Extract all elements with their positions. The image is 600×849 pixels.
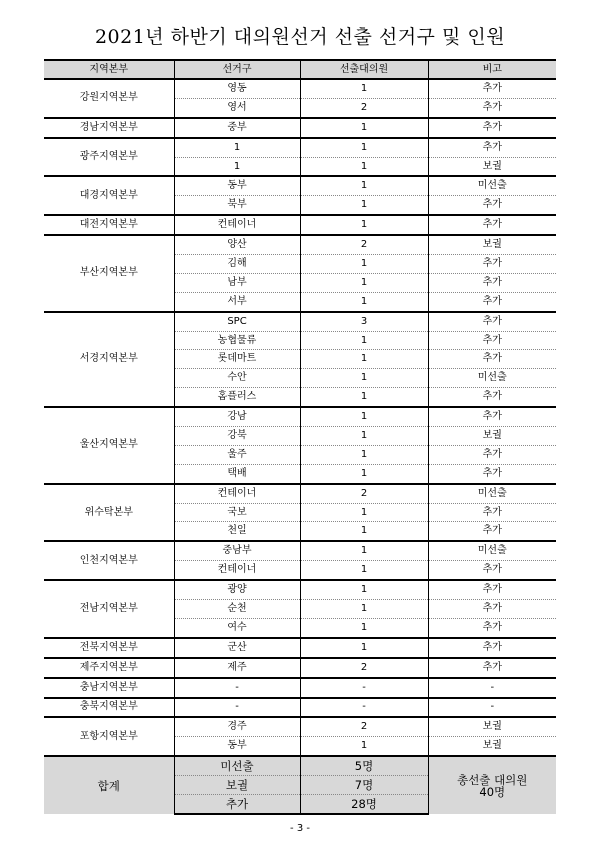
delegates-cell: 1 bbox=[300, 638, 428, 658]
region-cell: 전북지역본부 bbox=[44, 638, 174, 658]
election-table bbox=[44, 59, 556, 815]
district-cell: 영동 bbox=[174, 79, 300, 98]
district-cell: - bbox=[174, 698, 300, 718]
note-cell: 추가 bbox=[428, 273, 556, 292]
table-header-row bbox=[44, 60, 556, 79]
page-number: - 3 - bbox=[290, 823, 310, 834]
table-row bbox=[44, 678, 556, 698]
table-row bbox=[44, 638, 556, 658]
region-cell: 제주지역본부 bbox=[44, 658, 174, 678]
district-cell: 서부 bbox=[174, 292, 300, 311]
delegates-cell: 1 bbox=[300, 196, 428, 215]
district-cell: 1 bbox=[174, 138, 300, 157]
delegates-cell: 2 bbox=[300, 98, 428, 117]
region-cell: 위수탁본부 bbox=[44, 484, 174, 542]
table-row bbox=[44, 215, 556, 235]
delegates-cell: 1 bbox=[300, 561, 428, 580]
header-note: 비고 bbox=[428, 60, 556, 79]
delegates-cell: 1 bbox=[300, 369, 428, 388]
header-district: 선거구 bbox=[174, 60, 300, 79]
note-cell: 추가 bbox=[428, 522, 556, 541]
delegates-cell: 1 bbox=[300, 215, 428, 235]
district-cell: 국보 bbox=[174, 503, 300, 522]
district-cell: 컨테이너 bbox=[174, 561, 300, 580]
note-cell: 보궐 bbox=[428, 717, 556, 736]
region-cell: 충남지역본부 bbox=[44, 678, 174, 698]
delegates-cell: 1 bbox=[300, 427, 428, 446]
total-label: 합계 bbox=[44, 756, 174, 814]
district-cell: 울주 bbox=[174, 445, 300, 464]
table-row bbox=[44, 484, 556, 503]
district-cell: 동부 bbox=[174, 176, 300, 195]
district-cell: 강북 bbox=[174, 427, 300, 446]
delegates-cell: 1 bbox=[300, 350, 428, 369]
delegates-cell: 1 bbox=[300, 445, 428, 464]
region-cell: 강원지역본부 bbox=[44, 79, 174, 118]
note-cell: 추가 bbox=[428, 255, 556, 274]
district-cell: 컨테이너 bbox=[174, 215, 300, 235]
delegates-cell: 1 bbox=[300, 503, 428, 522]
note-cell: 미선출 bbox=[428, 369, 556, 388]
table-body bbox=[44, 79, 556, 756]
table-row bbox=[44, 407, 556, 426]
delegates-cell: - bbox=[300, 698, 428, 718]
header-region: 지역본부 bbox=[44, 60, 174, 79]
region-cell: 광주지역본부 bbox=[44, 138, 174, 177]
district-cell: 천일 bbox=[174, 522, 300, 541]
note-cell: 추가 bbox=[428, 388, 556, 407]
note-cell: 추가 bbox=[428, 580, 556, 599]
delegates-cell: - bbox=[300, 678, 428, 698]
note-cell: 미선출 bbox=[428, 484, 556, 503]
district-cell: 1 bbox=[174, 157, 300, 176]
note-cell: 보궐 bbox=[428, 737, 556, 756]
region-cell: 인천지역본부 bbox=[44, 541, 174, 580]
note-cell: 추가 bbox=[428, 79, 556, 98]
table-row bbox=[44, 541, 556, 560]
delegates-cell: 1 bbox=[300, 79, 428, 98]
delegates-cell: 1 bbox=[300, 292, 428, 311]
note-cell: 추가 bbox=[428, 138, 556, 157]
delegates-cell: 1 bbox=[300, 331, 428, 350]
total-count: 7명 bbox=[300, 776, 428, 795]
delegates-cell: 1 bbox=[300, 138, 428, 157]
district-cell: 광양 bbox=[174, 580, 300, 599]
district-cell: 영서 bbox=[174, 98, 300, 117]
note-cell: 추가 bbox=[428, 561, 556, 580]
table-row bbox=[44, 717, 556, 736]
delegates-cell: 2 bbox=[300, 235, 428, 254]
district-cell: 경주 bbox=[174, 717, 300, 736]
region-cell: 울산지역본부 bbox=[44, 407, 174, 484]
district-cell: 택배 bbox=[174, 464, 300, 483]
delegates-cell: 1 bbox=[300, 388, 428, 407]
note-cell: 추가 bbox=[428, 215, 556, 235]
district-cell: 컨테이너 bbox=[174, 484, 300, 503]
note-cell: 추가 bbox=[428, 331, 556, 350]
delegates-cell: 2 bbox=[300, 717, 428, 736]
note-cell: 추가 bbox=[428, 196, 556, 215]
table-row bbox=[44, 698, 556, 718]
total-summary-value: 40명 bbox=[479, 784, 506, 799]
district-cell: 중남부 bbox=[174, 541, 300, 560]
delegates-cell: 3 bbox=[300, 312, 428, 331]
note-cell: 추가 bbox=[428, 445, 556, 464]
note-cell: 추가 bbox=[428, 350, 556, 369]
delegates-cell: 2 bbox=[300, 658, 428, 678]
total-count: 28명 bbox=[300, 795, 428, 815]
table-row bbox=[44, 79, 556, 98]
note-cell: 보궐 bbox=[428, 157, 556, 176]
note-cell: 추가 bbox=[428, 407, 556, 426]
region-cell: 부산지역본부 bbox=[44, 235, 174, 312]
note-cell: 추가 bbox=[428, 600, 556, 619]
district-cell: 홈플러스 bbox=[174, 388, 300, 407]
district-cell: 여수 bbox=[174, 618, 300, 637]
total-section bbox=[44, 756, 556, 814]
note-cell: 추가 bbox=[428, 292, 556, 311]
note-cell: 보궐 bbox=[428, 235, 556, 254]
table-row bbox=[44, 118, 556, 138]
delegates-cell: 1 bbox=[300, 522, 428, 541]
delegates-cell: 1 bbox=[300, 737, 428, 756]
district-cell: 양산 bbox=[174, 235, 300, 254]
note-cell: 미선출 bbox=[428, 176, 556, 195]
district-cell: SPC bbox=[174, 312, 300, 331]
total-type: 추가 bbox=[174, 795, 300, 815]
delegates-cell: 1 bbox=[300, 176, 428, 195]
district-cell: 제주 bbox=[174, 658, 300, 678]
district-cell: 동부 bbox=[174, 737, 300, 756]
delegates-cell: 1 bbox=[300, 157, 428, 176]
delegates-cell: 1 bbox=[300, 618, 428, 637]
delegates-cell: 1 bbox=[300, 600, 428, 619]
delegates-cell: 1 bbox=[300, 273, 428, 292]
page-title: 2021년 하반기 대의원선거 선출 선거구 및 인원 bbox=[94, 26, 506, 48]
delegates-cell: 2 bbox=[300, 484, 428, 503]
region-cell: 대전지역본부 bbox=[44, 215, 174, 235]
district-cell: 농협물류 bbox=[174, 331, 300, 350]
region-cell: 충북지역본부 bbox=[44, 698, 174, 718]
note-cell: 미선출 bbox=[428, 541, 556, 560]
total-count: 5명 bbox=[300, 756, 428, 776]
table-row bbox=[44, 580, 556, 599]
district-cell: 남부 bbox=[174, 273, 300, 292]
note-cell: - bbox=[428, 698, 556, 718]
table-row bbox=[44, 658, 556, 678]
table-row bbox=[44, 312, 556, 331]
note-cell: 추가 bbox=[428, 98, 556, 117]
table-row bbox=[44, 176, 556, 195]
district-cell: 중부 bbox=[174, 118, 300, 138]
note-cell: - bbox=[428, 678, 556, 698]
note-cell: 보궐 bbox=[428, 427, 556, 446]
delegates-cell: 1 bbox=[300, 255, 428, 274]
header-delegates: 선출대의원 bbox=[300, 60, 428, 79]
district-cell: 김해 bbox=[174, 255, 300, 274]
region-cell: 포항지역본부 bbox=[44, 717, 174, 756]
region-cell: 서경지역본부 bbox=[44, 312, 174, 407]
delegates-cell: 1 bbox=[300, 118, 428, 138]
district-cell: 북부 bbox=[174, 196, 300, 215]
district-cell: 순천 bbox=[174, 600, 300, 619]
table-row bbox=[44, 235, 556, 254]
note-cell: 추가 bbox=[428, 618, 556, 637]
total-type: 보궐 bbox=[174, 776, 300, 795]
district-cell: 군산 bbox=[174, 638, 300, 658]
region-cell: 대경지역본부 bbox=[44, 176, 174, 215]
region-cell: 경남지역본부 bbox=[44, 118, 174, 138]
district-cell: - bbox=[174, 678, 300, 698]
total-type: 미선출 bbox=[174, 756, 300, 776]
note-cell: 추가 bbox=[428, 312, 556, 331]
note-cell: 추가 bbox=[428, 658, 556, 678]
delegates-cell: 1 bbox=[300, 541, 428, 560]
table-row bbox=[44, 138, 556, 157]
region-cell: 전남지역본부 bbox=[44, 580, 174, 638]
delegates-cell: 1 bbox=[300, 407, 428, 426]
note-cell: 추가 bbox=[428, 503, 556, 522]
note-cell: 추가 bbox=[428, 118, 556, 138]
district-cell: 강남 bbox=[174, 407, 300, 426]
district-cell: 롯데마트 bbox=[174, 350, 300, 369]
delegates-cell: 1 bbox=[300, 464, 428, 483]
note-cell: 추가 bbox=[428, 464, 556, 483]
total-summary-title: 총선출 대의원 bbox=[457, 772, 528, 787]
district-cell: 수안 bbox=[174, 369, 300, 388]
delegates-cell: 1 bbox=[300, 580, 428, 599]
total-summary bbox=[428, 756, 556, 814]
note-cell: 추가 bbox=[428, 638, 556, 658]
